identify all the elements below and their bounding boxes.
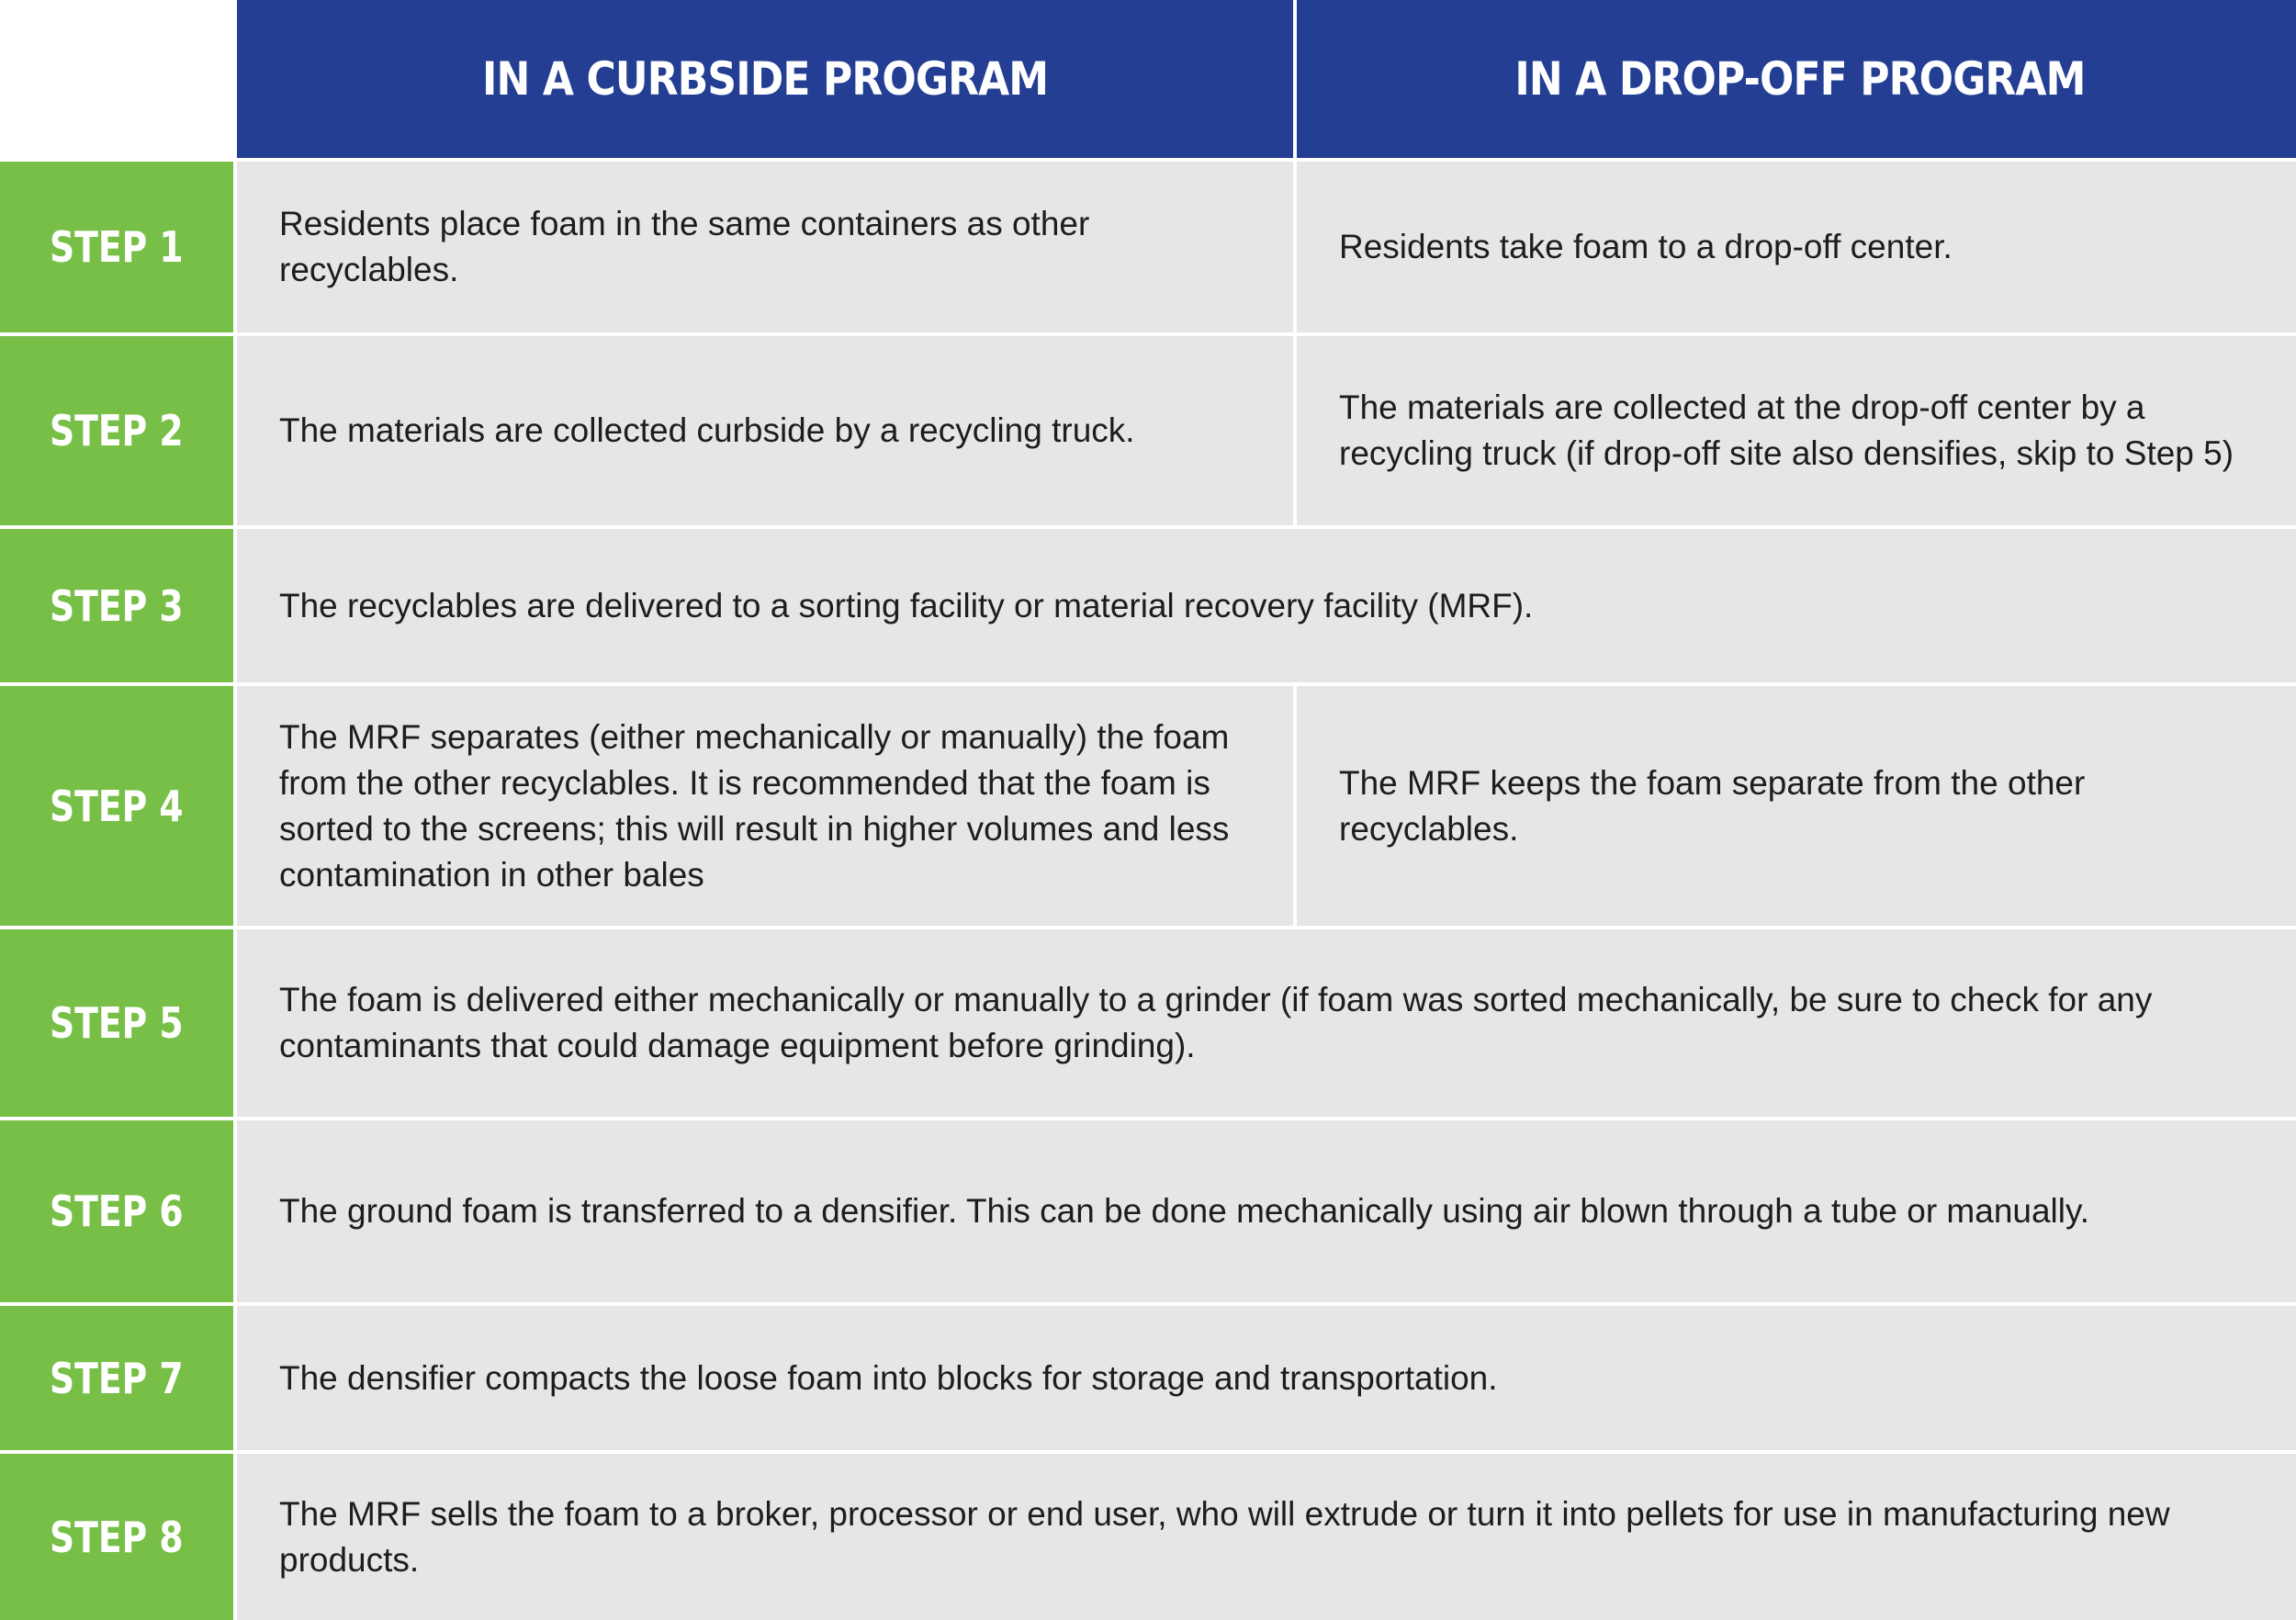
step-1-dropoff: Residents take foam to a drop-off center. bbox=[1297, 162, 2296, 332]
step-8-text: STEP 8 bbox=[50, 1512, 184, 1562]
step-2-label bbox=[0, 336, 233, 525]
step-7-shared: The densifier compacts the loose foam into blocks for storage and transportation. bbox=[237, 1306, 2296, 1450]
step-6-shared: The ground foam is transferred to a densifier. This can be done mechanically using air blown through a tube or manually. bbox=[237, 1120, 2296, 1302]
step-3-text: STEP 3 bbox=[50, 580, 184, 631]
step-4-curbside: The MRF separates (either mechanically or manually) the foam from the other recyclables. It is recommended that the foam is sorted to the screens; this will result in higher volumes and less contamination in other bales bbox=[237, 686, 1293, 926]
step-2-text: STEP 2 bbox=[50, 406, 184, 456]
step-3-shared: The recyclables are delivered to a sorting facility or material recovery facility (MRF). bbox=[237, 529, 2296, 682]
step-2-dropoff: The materials are collected at the drop-off center by a recycling truck (if drop-off site also densifies, skip to Step 5) bbox=[1297, 336, 2296, 525]
header-curbside bbox=[237, 0, 1293, 158]
step-1-label bbox=[0, 162, 233, 332]
step-4-label bbox=[0, 686, 233, 926]
step-6-text: STEP 6 bbox=[50, 1187, 184, 1236]
step-5-label bbox=[0, 929, 233, 1117]
step-6-label bbox=[0, 1120, 233, 1302]
step-2-curbside: The materials are collected curbside by a recycling truck. bbox=[237, 336, 1293, 525]
step-7-text: STEP 7 bbox=[50, 1353, 184, 1403]
step-4-text: STEP 4 bbox=[50, 781, 184, 831]
step-5-text: STEP 5 bbox=[50, 998, 184, 1048]
table-corner bbox=[0, 0, 233, 158]
step-3-label bbox=[0, 529, 233, 682]
header-curbside-label: IN A CURBSIDE PROGRAM bbox=[481, 52, 1049, 106]
header-dropoff bbox=[1297, 0, 2296, 158]
header-dropoff-label: IN A DROP-OFF PROGRAM bbox=[1514, 52, 2086, 106]
step-4-dropoff: The MRF keeps the foam separate from the other recyclables. bbox=[1297, 686, 2296, 926]
step-5-shared: The foam is delivered either mechanically or manually to a grinder (if foam was sorted mechanically, be sure to check for any contaminants that could damage equipment before grinding). bbox=[237, 929, 2296, 1117]
step-8-label bbox=[0, 1454, 233, 1620]
step-1-text: STEP 1 bbox=[50, 222, 184, 272]
step-1-curbside: Residents place foam in the same containers as other recyclables. bbox=[237, 162, 1293, 332]
step-7-label bbox=[0, 1306, 233, 1450]
step-8-shared: The MRF sells the foam to a broker, processor or end user, who will extrude or turn it into pellets for use in manufacturing new products. bbox=[237, 1454, 2296, 1620]
